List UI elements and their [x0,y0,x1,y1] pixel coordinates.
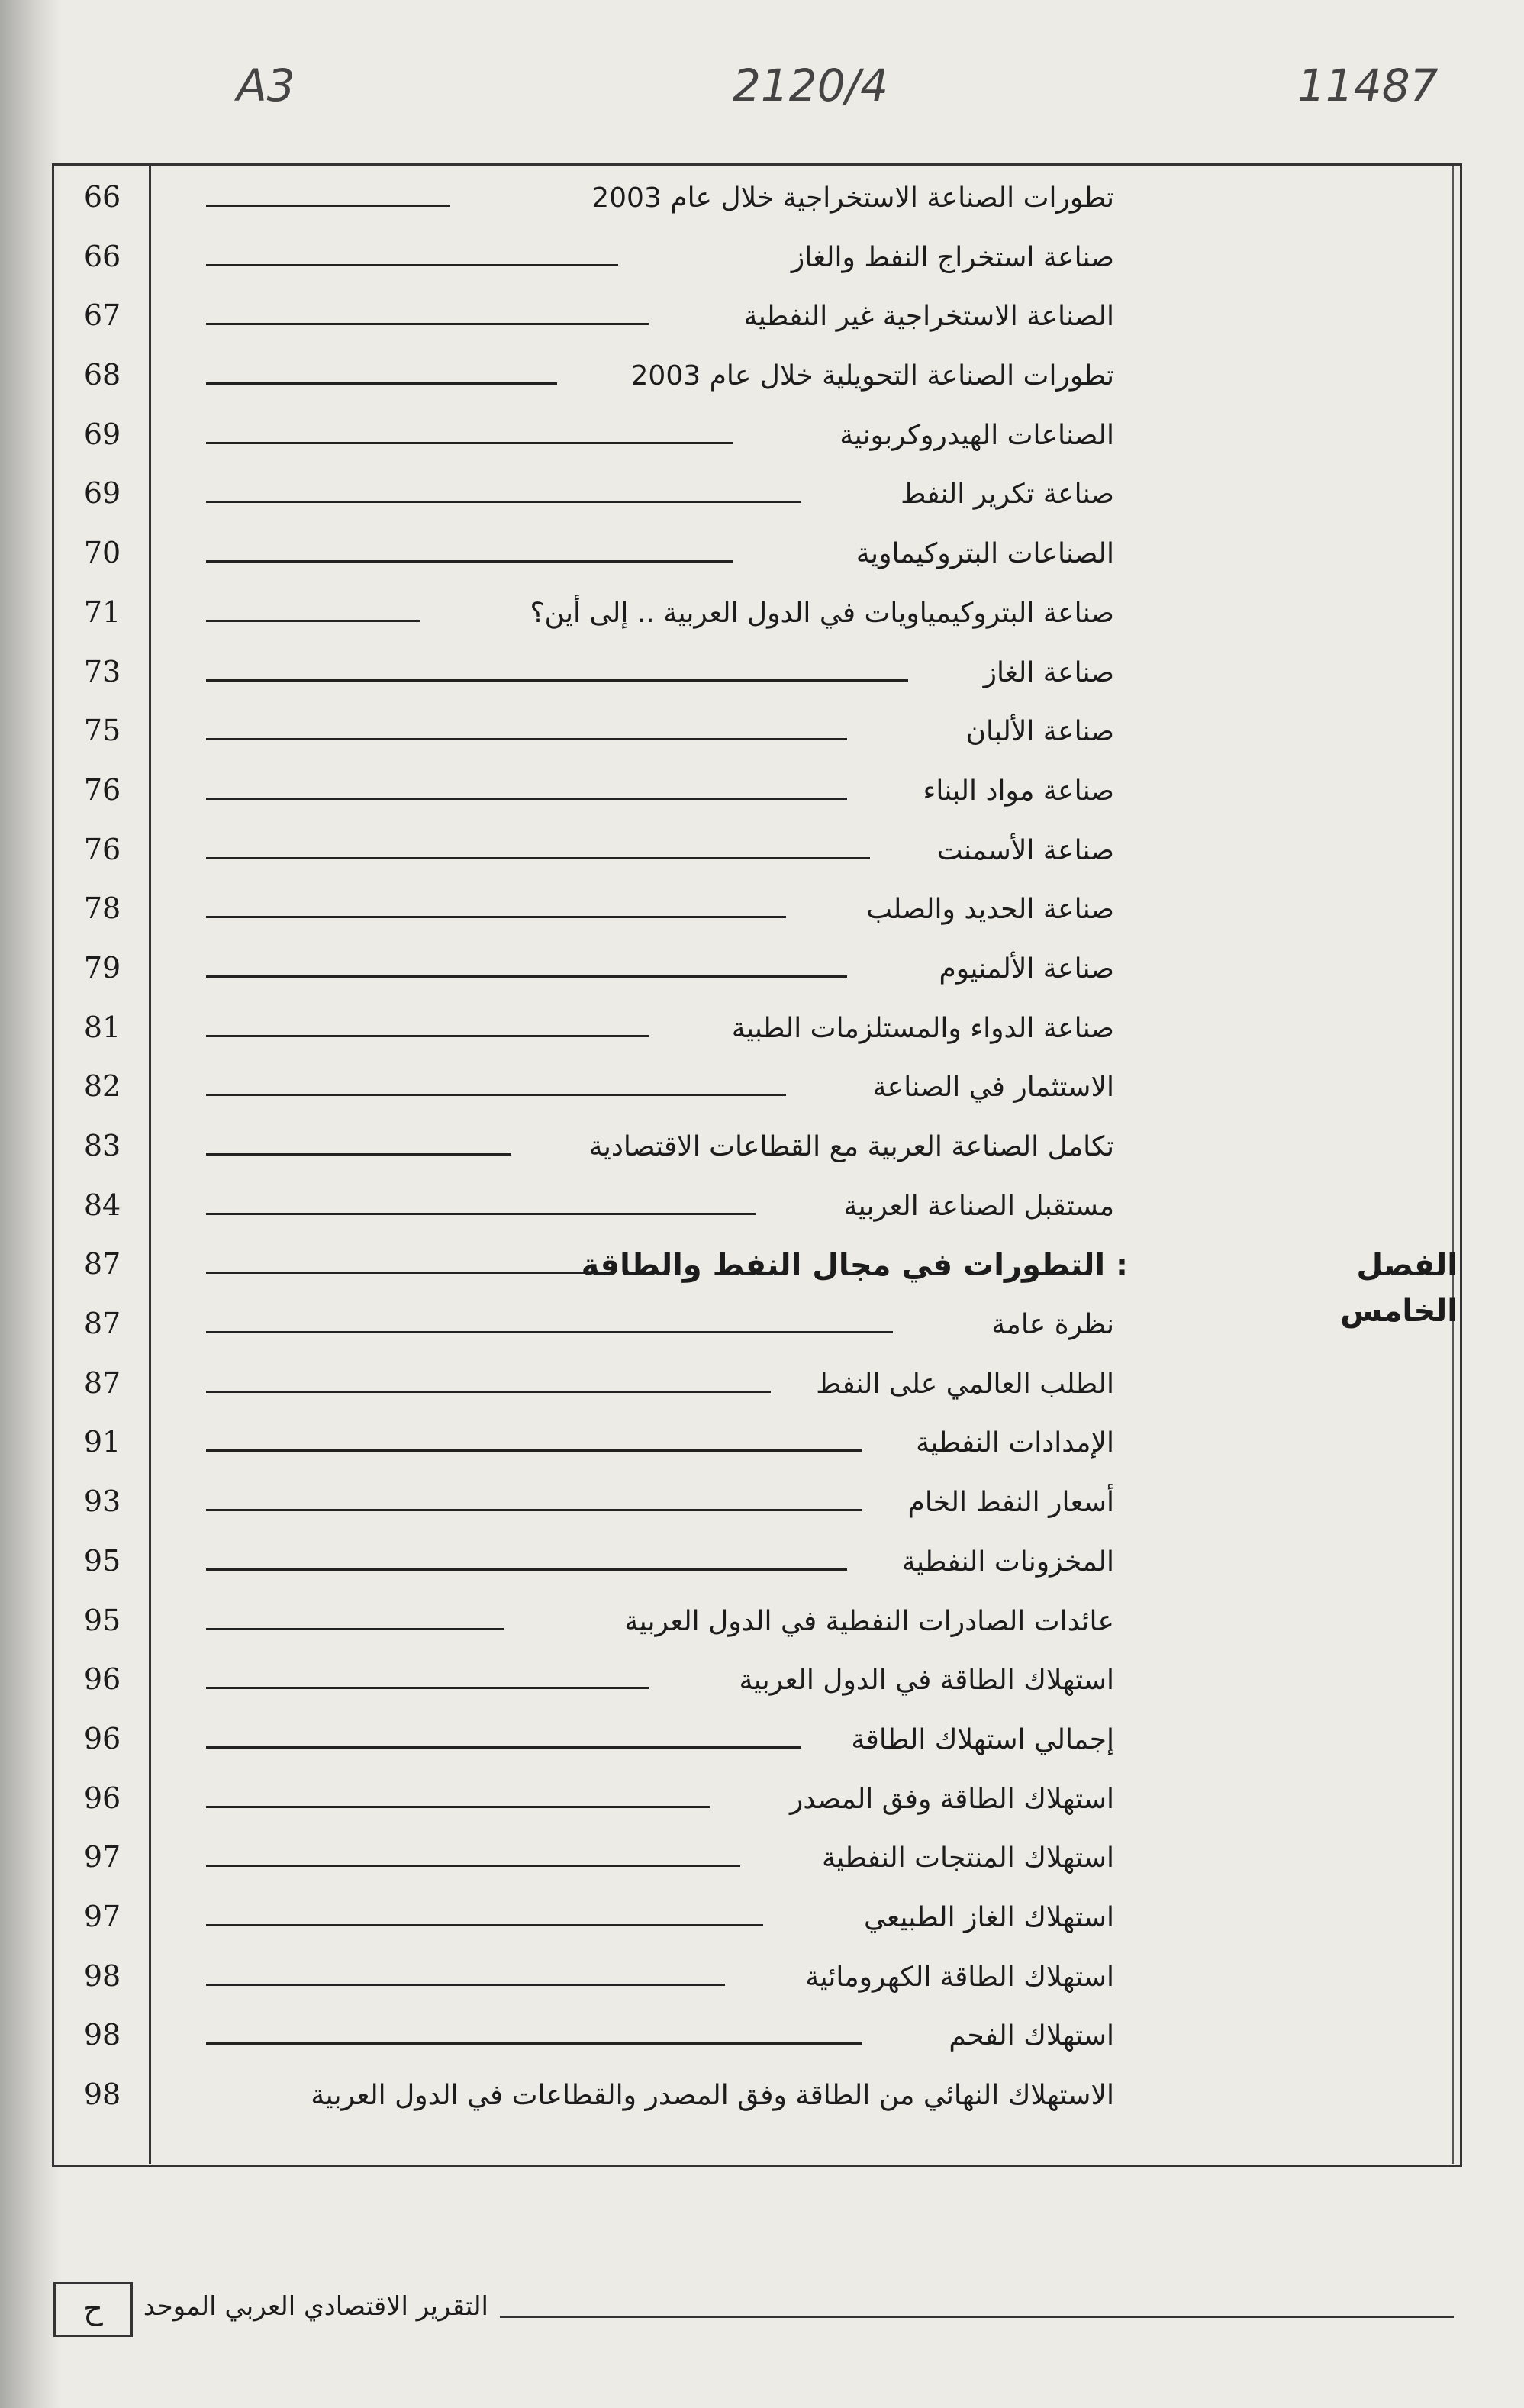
toc-entry-title: صناعة تكرير النفط [901,479,1114,511]
toc-leader-line [206,1509,862,1511]
toc-entry-title: صناعة الأسمنت [936,834,1114,866]
toc-page-number: 68 [83,358,121,392]
toc-leader-line [206,679,908,682]
toc-page-number: 76 [83,772,121,807]
toc-entry-title: استهلاك الفحم [949,2020,1114,2052]
toc-entry-title: تطورات الصناعة الاستخراجية خلال عام 2003 [591,182,1114,214]
toc-entry-title: الطلب العالمي على النفط [816,1368,1114,1400]
toc-leader-line [206,857,870,859]
toc-leader-line [206,442,733,444]
toc-page-number: 73 [83,654,121,688]
toc-entry-row [53,1539,1458,1599]
toc-page-number: 96 [83,1662,121,1697]
toc-page-number: 96 [83,1781,121,1815]
chapter-title: : التطورات في مجال النفط والطاقة [581,1248,1128,1284]
toc-entry-title: الاستهلاك النهائي من الطاقة وفق المصدر والقطاعات في الدول العربية [311,2080,1114,2111]
toc-entry-title: الصناعات الهيدروكربونية [839,419,1114,451]
toc-page-number: 67 [83,298,121,333]
toc-leader-line [206,738,847,740]
toc-leader-line [206,1153,511,1156]
toc-entry-title: عائدات الصادرات النفطية في الدول العربية [624,1605,1114,1637]
toc-leader-line [206,1984,725,1986]
toc-entry-title: صناعة البتروكيمياويات في الدول العربية .. إلى أين؟ [530,597,1114,629]
toc-entry-title: الصناعة الاستخراجية غير النفطية [743,301,1114,333]
toc-page-number: 87 [83,1247,121,1281]
toc-entry-row [53,650,1458,710]
toc-page-number: 69 [83,417,121,451]
handwritten-note-left: A3 [237,60,295,111]
toc-entry-row [53,946,1458,1006]
toc-entry-title: استهلاك الطاقة وفق المصدر [790,1783,1114,1815]
toc-entry-row [53,1895,1458,1955]
toc-leader-line [206,1806,710,1808]
toc-entry-title: استهلاك المنتجات النفطية [821,1842,1114,1875]
toc-entry-row [53,1777,1458,1836]
toc-entry-title: الإمدادات النفطية [916,1427,1114,1459]
toc-page-number: 93 [83,1484,121,1519]
toc-entry-title: صناعة الألمنيوم [939,953,1114,985]
toc-page-number: 78 [83,891,121,926]
toc-entry-title: الصناعات البتروكيماوية [855,538,1114,570]
toc-leader-line [206,1213,756,1215]
toc-entry-row [53,769,1458,828]
toc-entry-row [53,353,1458,413]
toc-page-number: 98 [83,2018,121,2052]
toc-leader-line [206,1391,771,1393]
toc-entry-row [53,294,1458,353]
toc-page-number: 79 [83,950,121,985]
toc-entry-row [53,1184,1458,1243]
table-of-contents [53,176,1458,2132]
toc-entry-title: الاستثمار في الصناعة [872,1072,1114,1104]
toc-leader-line [206,1035,649,1037]
toc-page-number: 97 [83,1840,121,1875]
toc-entry-title: استهلاك الطاقة الكهرومائية [805,1961,1114,1993]
toc-leader-line [206,916,786,918]
toc-page-number: 97 [83,1899,121,1933]
toc-leader-line [206,501,801,503]
toc-page-number: 71 [83,595,121,629]
toc-leader-line [206,975,847,978]
toc-leader-line [206,1331,893,1333]
toc-entry-title: المخزونات النفطية [901,1546,1114,1578]
handwritten-note-center: 2120/4 [733,60,889,111]
toc-entry-title: صناعة استخراج النفط والغاز [791,241,1114,273]
toc-entry-row [53,1302,1458,1362]
toc-entry-row [53,1420,1458,1480]
toc-leader-line [206,620,420,622]
toc-entry-title: صناعة مواد البناء [923,775,1114,807]
toc-leader-line [206,1568,847,1571]
footer-page-label: ح [53,2282,133,2337]
toc-page-number: 75 [83,714,121,748]
toc-page-number: 76 [83,832,121,866]
toc-page-number: 70 [83,536,121,570]
toc-entry-row [53,531,1458,591]
toc-entry-row [53,1006,1458,1065]
toc-entry-row [53,1599,1458,1659]
toc-entry-row [53,709,1458,769]
toc-page-number: 69 [83,476,121,511]
toc-entry-title: استهلاك الغاز الطبيعي [864,1901,1114,1933]
toc-page-number: 98 [83,2078,121,2111]
toc-entry-row [53,1065,1458,1124]
toc-entry-row [53,176,1458,235]
toc-page-number: 82 [83,1069,121,1104]
toc-page-number: 95 [83,1543,121,1578]
toc-entry-title: صناعة الدواء والمستلزمات الطبية [731,1012,1114,1044]
toc-entry-row [53,1955,1458,2014]
toc-entry-row [53,828,1458,888]
toc-leader-line [206,323,649,325]
toc-entry-title: صناعة الألبان [965,716,1114,748]
toc-page-number: 98 [83,1958,121,1993]
toc-leader-line [206,1272,588,1274]
toc-page-number: 84 [83,1188,121,1222]
toc-page-number: 81 [83,1010,121,1044]
toc-leader-line [206,264,618,266]
footer-rule [500,2316,1454,2318]
handwritten-note-right: 11487 [1297,60,1439,111]
toc-page-number: 87 [83,1307,121,1341]
toc-entry-title: صناعة الغاز [983,656,1114,688]
toc-entry-row [53,591,1458,650]
toc-entry-row [53,1717,1458,1777]
toc-entry-row [53,2073,1458,2132]
toc-entry-title: إجمالي استهلاك الطاقة [851,1723,1114,1755]
toc-entry-row [53,2013,1458,2073]
toc-entry-row [53,1362,1458,1421]
toc-leader-line [206,1865,740,1867]
toc-leader-line [206,560,733,563]
toc-leader-line [206,798,847,800]
toc-page-number: 87 [83,1365,121,1400]
toc-entry-title: مستقبل الصناعة العربية [843,1190,1114,1222]
toc-entry-row [53,1480,1458,1539]
toc-entry-title: أسعار النفط الخام [907,1487,1114,1519]
toc-entry-row [53,472,1458,531]
toc-leader-line [206,1924,763,1926]
toc-page-number: 66 [83,180,121,214]
toc-page-number: 95 [83,1603,121,1637]
toc-leader-line [206,382,557,385]
toc-entry-row [53,413,1458,472]
toc-entry-title: تطورات الصناعة التحويلية خلال عام 2003 [630,360,1114,392]
toc-entry-row [53,1658,1458,1717]
toc-entry-title: صناعة الحديد والصلب [866,894,1114,926]
toc-entry-title: استهلاك الطاقة في الدول العربية [739,1665,1114,1697]
toc-entry-row [53,1836,1458,1895]
toc-leader-line [206,2042,862,2045]
toc-entry-row [53,887,1458,946]
toc-page-number: 66 [83,239,121,273]
toc-entry-title: تكامل الصناعة العربية مع القطاعات الاقتصادية [588,1131,1114,1162]
toc-page-number: 96 [83,1721,121,1755]
toc-leader-line [206,205,450,207]
toc-leader-line [206,1094,786,1096]
footer-report-title: التقرير الاقتصادي العربي الموحد [143,2291,488,2322]
chapter-label: الفصل الخامس [1340,1248,1458,1330]
toc-entry-row [53,1124,1458,1184]
toc-entry-row [53,235,1458,295]
toc-page-number: 83 [83,1129,121,1162]
toc-entry-title: نظرة عامة [991,1309,1114,1341]
toc-leader-line [206,1449,862,1452]
toc-page-number: 91 [83,1425,121,1459]
toc-leader-line [206,1746,801,1749]
toc-leader-line [206,1628,504,1630]
toc-leader-line [206,1687,649,1689]
